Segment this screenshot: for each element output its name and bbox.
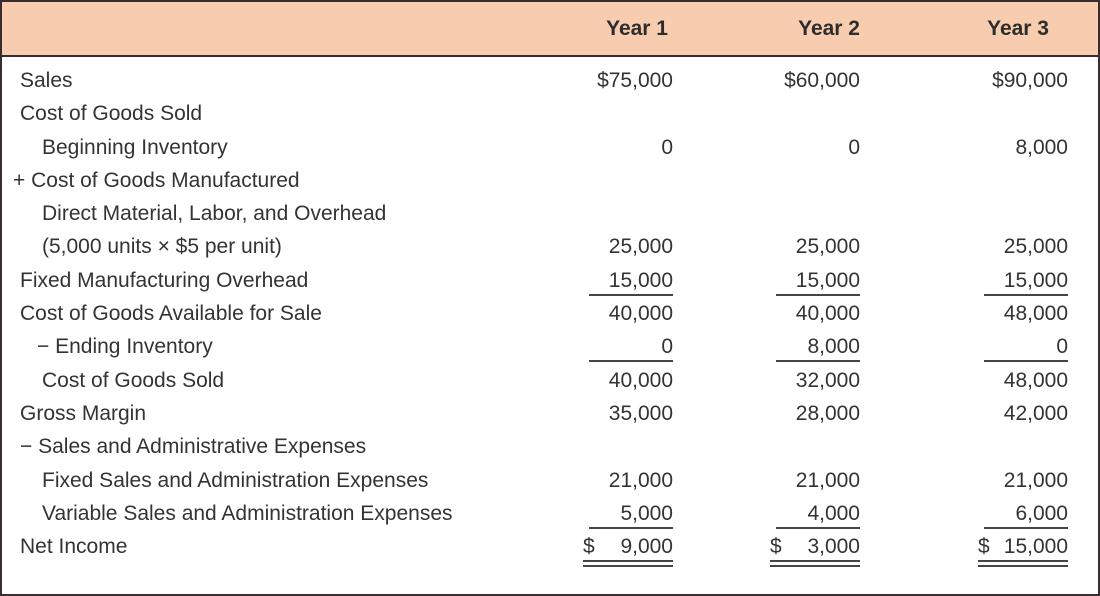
- row-net-income: [2, 530, 1098, 563]
- amount-cell: 40,000: [608, 302, 673, 326]
- row-label: Cost of Goods Sold: [20, 102, 203, 126]
- amount-cell: 6,000: [860, 497, 1068, 530]
- amount-cell: 48,000: [1003, 368, 1068, 392]
- row-cost-of-goods-sold-heading: [2, 97, 1098, 130]
- amount-cell: 0: [860, 330, 1068, 363]
- amount-cell: [673, 164, 860, 197]
- amount-cell: 8,000: [1015, 135, 1068, 159]
- row-label: Direct Material, Labor, and Overhead: [42, 202, 387, 226]
- column-header-year2: Year 2: [798, 16, 860, 40]
- amount-cell: $ 15,000: [860, 530, 1068, 563]
- row-fixed-sales-admin-expenses: [2, 464, 1098, 497]
- amount-cell: 25,000: [608, 235, 673, 259]
- column-header-year3: Year 3: [987, 16, 1049, 40]
- amount-cell: [558, 97, 673, 130]
- row-label: + Cost of Goods Manufactured: [13, 168, 300, 192]
- row-label: Cost of Goods Sold: [42, 368, 225, 392]
- amount-cell: $75,000: [597, 69, 673, 92]
- column-header-year1: Year 1: [606, 16, 668, 40]
- currency-symbol: $: [978, 535, 990, 559]
- row-gross-margin: [2, 397, 1098, 430]
- currency-symbol: $: [770, 535, 782, 559]
- row-cost-of-goods-manufactured: [2, 164, 1098, 197]
- row-label: (5,000 units × $5 per unit): [42, 235, 282, 259]
- row-label: Sales: [20, 69, 73, 92]
- amount-cell: [558, 164, 673, 197]
- amount-cell: 0: [661, 135, 673, 159]
- amount-cell: $90,000: [992, 69, 1068, 92]
- amount-cell: 25,000: [795, 235, 860, 259]
- amount-cell: [558, 197, 673, 230]
- amount-cell: 25,000: [1003, 235, 1068, 259]
- row-label: Fixed Manufacturing Overhead: [20, 268, 309, 292]
- amount-cell: [860, 97, 1068, 130]
- row-beginning-inventory: [2, 131, 1098, 164]
- row-label: − Sales and Administrative Expenses: [20, 435, 367, 459]
- amount-cell: [860, 164, 1068, 197]
- amount-cell: 0: [848, 135, 860, 159]
- amount-cell: 28,000: [795, 401, 860, 425]
- currency-symbol: $: [583, 535, 595, 559]
- amount-cell: 40,000: [608, 368, 673, 392]
- amount-cell: 15,000: [673, 264, 860, 297]
- amount-cell: $60,000: [784, 69, 860, 92]
- amount-cell: 0: [558, 330, 673, 363]
- amount-cell: 21,000: [608, 468, 673, 492]
- row-label: Net Income: [20, 535, 128, 559]
- amount-cell: [673, 197, 860, 230]
- amount-cell: [558, 430, 673, 463]
- row-sales: [2, 64, 1098, 97]
- row-cost-of-goods-sold-total: [2, 364, 1098, 397]
- amount-cell: 21,000: [1003, 468, 1068, 492]
- amount-cell: 15,000: [558, 264, 673, 297]
- amount-cell: 8,000: [673, 330, 860, 363]
- row-label: Gross Margin: [20, 401, 147, 425]
- row-ending-inventory: [2, 330, 1098, 363]
- row-fixed-manufacturing-overhead: [2, 264, 1098, 297]
- amount-cell: [673, 97, 860, 130]
- amount-cell: $ 3,000: [673, 530, 860, 563]
- amount-cell: 15,000: [860, 264, 1068, 297]
- row-label: Beginning Inventory: [42, 135, 228, 159]
- row-label: − Ending Inventory: [37, 335, 213, 359]
- amount-cell: 32,000: [795, 368, 860, 392]
- amount-cell: [673, 430, 860, 463]
- table-header-row: [2, 2, 1098, 57]
- table-body: [2, 57, 1098, 563]
- amount-cell: [860, 430, 1068, 463]
- amount-cell: 42,000: [1003, 401, 1068, 425]
- amount-cell: $ 9,000: [558, 530, 673, 563]
- amount-cell: [860, 197, 1068, 230]
- row-sales-admin-expenses-heading: [2, 430, 1098, 463]
- row-direct-material-labor-overhead: [2, 197, 1098, 230]
- row-variable-sales-admin-expenses: [2, 497, 1098, 530]
- amount-cell: 5,000: [558, 497, 673, 530]
- row-label: Variable Sales and Administration Expenses: [42, 501, 453, 525]
- amount-cell: 48,000: [1003, 302, 1068, 326]
- amount-cell: 21,000: [795, 468, 860, 492]
- row-label: Cost of Goods Available for Sale: [20, 302, 322, 326]
- amount-cell: 35,000: [608, 401, 673, 425]
- amount-cell: 40,000: [795, 302, 860, 326]
- row-units-calculation: [2, 230, 1098, 263]
- row-label: Fixed Sales and Administration Expenses: [42, 468, 429, 492]
- row-cost-of-goods-available: [2, 297, 1098, 330]
- amount-cell: 4,000: [673, 497, 860, 530]
